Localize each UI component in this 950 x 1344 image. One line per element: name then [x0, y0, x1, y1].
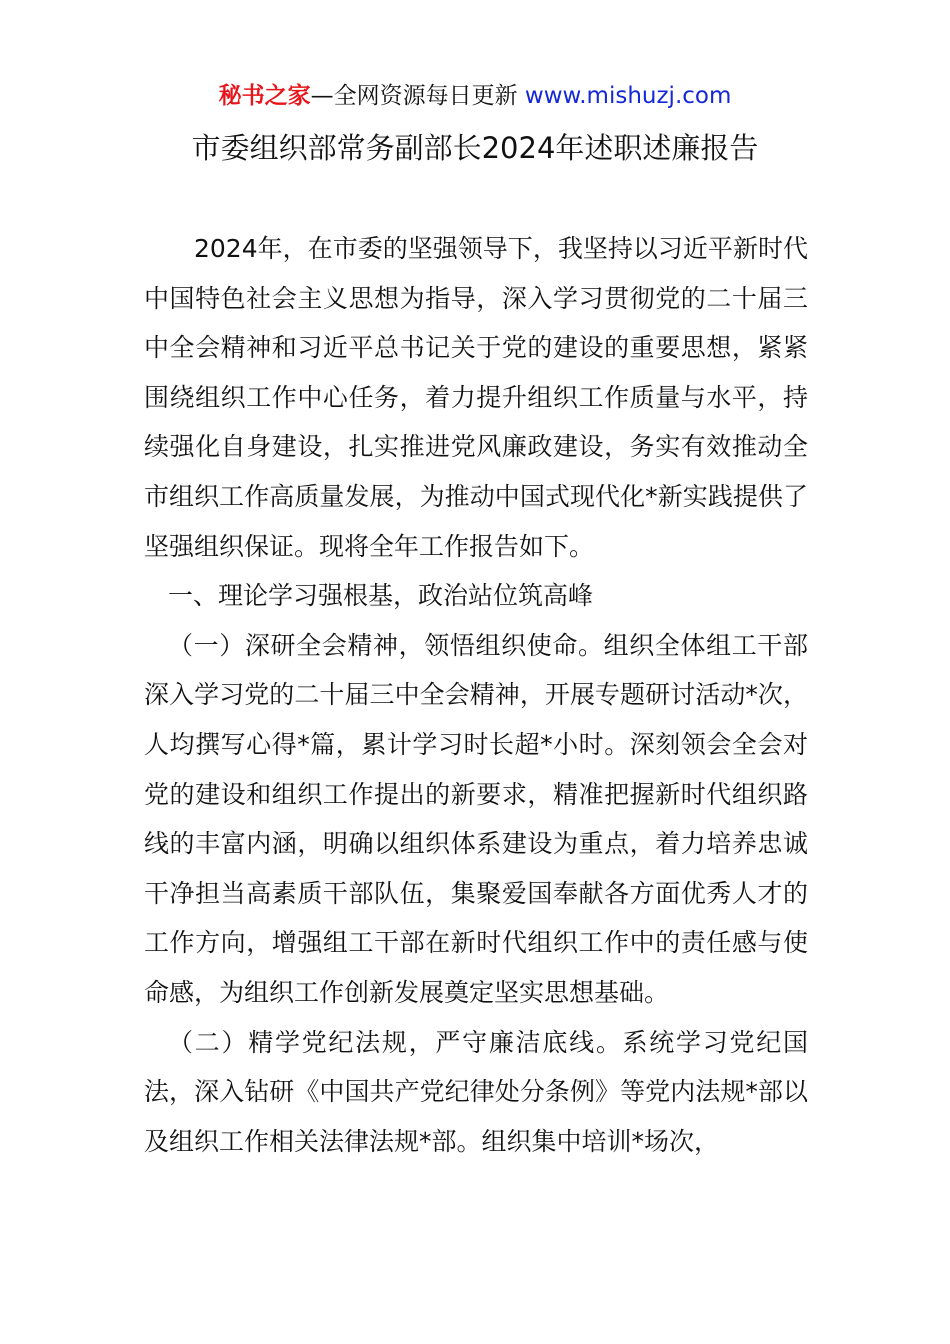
section-heading: 一、理论学习强根基，政治站位筑高峰	[168, 581, 594, 611]
document-body	[144, 224, 808, 1166]
section-item-paragraph: （二）精学党纪法规，严守廉洁底线。系统学习党纪国法，深入钻研《中国共产党纪律处分条例》等党内法规*部以及组织工作相关法律法规*部。组织集中培训*场次，	[144, 1027, 808, 1156]
section-item-paragraph: （一）深研全会精神，领悟组织使命。组织全体组工干部深入学习党的二十届三中全会精神，开展专题研讨活动*次，人均撰写心得*篇，累计学习时长超*小时。深刻领会全会对党的建设和组织工作提出的新要求，精准把握新时代组织路线的丰富内涵，明确以组织体系建设为重点，着力培养忠诚干净担当高素质干部队伍，集聚爱国奉献各方面优秀人才的工作方向，增强组工干部在新时代组织工作中的责任感与使命感，为组织工作创新发展奠定坚实思想基础。	[144, 630, 808, 1007]
document-title: 市委组织部常务副部长2024年述职述廉报告	[191, 131, 759, 165]
brand-name: 秘书之家	[218, 83, 311, 109]
intro-paragraph: 2024年，在市委的坚强领导下，我坚持以习近平新时代中国特色社会主义思想为指导，深入学习贯彻党的二十届三中全会精神和习近平总书记关于党的建设的重要思想，紧紧围绕组织工作中心任务，着力提升组织工作质量与水平，持续强化自身建设，扎实推进党风廉政建设，务实有效推动全市组织工作高质量发展，为推动中国式现代化*新实践提供了坚强组织保证。现将全年工作报告如下。	[144, 234, 808, 561]
site-header	[0, 78, 950, 114]
header-tagline: —全网资源每日更新	[310, 83, 525, 109]
site-url-link[interactable]: www.mishuzj.com	[524, 83, 732, 109]
